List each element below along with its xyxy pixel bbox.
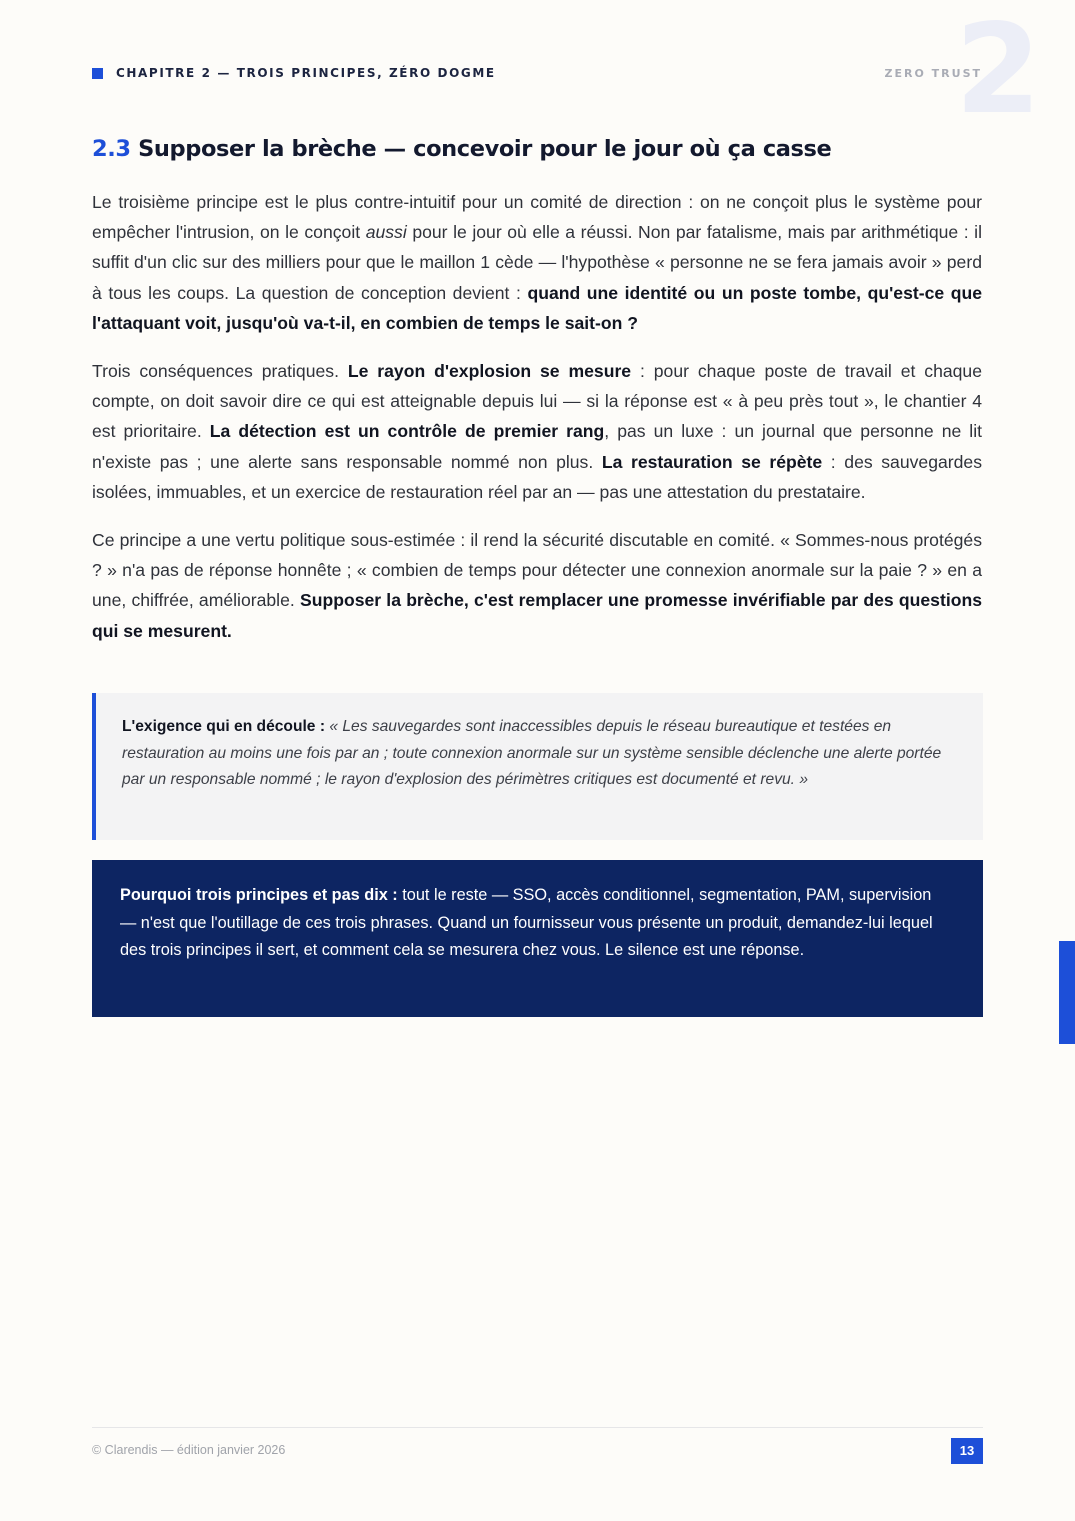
- page-number-badge: 13: [951, 1438, 983, 1464]
- callout-box: [92, 860, 983, 1017]
- footer-divider: [92, 1427, 983, 1428]
- callout-label: Pourquoi trois principes et pas dix :: [120, 886, 398, 904]
- paragraph-text: : des sauvegardes isolées, immuables, et un exercice de restauration réel par an — pas une attestation du prestataire.: [92, 451, 982, 502]
- body-text: [92, 187, 982, 664]
- footer-copyright: © Clarendis — édition janvier 2026: [92, 1443, 286, 1457]
- chapter-number-watermark: 2: [955, 0, 1042, 142]
- quote-text: « Les sauvegardes sont inaccessibles depuis le réseau bureautique et testées en restauration au moins une fois par an ; toute connexion anormale sur un système sensible déclenche une alerte portée par un responsable nommé ; le rayon d'explosion des périmètres critiques est documenté et revu. »: [122, 718, 942, 788]
- running-header-chapter: CHAPITRE 2 — TROIS PRINCIPES, ZÉRO DOGME: [116, 66, 496, 80]
- bold-text: Supposer la brèche, c'est remplacer une promesse invérifiable par des questions qui se mesurent.: [92, 590, 982, 641]
- section-number: 2.3: [92, 136, 131, 162]
- requirement-quote-box: [92, 693, 983, 840]
- section-title-text: Supposer la brèche — concevoir pour le jour où ça casse: [138, 136, 832, 162]
- bold-text: Le rayon d'explosion se mesure: [347, 361, 632, 382]
- bold-text: quand une identité ou un poste tombe, qu'est-ce que l'attaquant voit, jusqu'où va-t-il, en combien de temps le sait-on ?: [92, 282, 983, 333]
- paragraph-text: Trois conséquences pratiques.: [92, 361, 348, 382]
- running-header-brand: ZERO TRUST: [884, 67, 982, 80]
- paragraph-text: Le troisième principe est le plus contre-intuitif pour un comité de direction : on ne conçoit plus le système pour empêcher l'intrusion, on le conçoit: [92, 192, 982, 243]
- paragraph-1: [92, 187, 982, 338]
- bold-text: La restauration se répète: [601, 451, 823, 472]
- chapter-marker-square: [92, 68, 103, 79]
- paragraph-text: Ce principe a une vertu politique sous-estimée : il rend la sécurité discutable en comité. « Sommes-nous protégés ? » n'a pas de réponse honnête ; « combien de temps pour détecter une connexion anormale sur la paie ? » en a une, chiffrée, améliorable.: [92, 530, 982, 611]
- paragraph-2: [92, 356, 982, 507]
- bold-text: La détection est un contrôle de premier rang: [209, 421, 605, 442]
- callout-text: tout le reste — SSO, accès conditionnel, segmentation, PAM, supervision — n'est que l'outillage de ces trois phrases. Quand un fournisseur vous présente un produit, demandez-lui lequel des trois principes il sert, et comment cela se mesurera chez vous. Le silence est une réponse.: [120, 886, 933, 960]
- chapter-side-tab: [1059, 941, 1075, 1044]
- paragraph-3: [92, 525, 982, 646]
- section-title: [92, 136, 992, 162]
- quote-label: L'exigence qui en découle :: [122, 718, 326, 735]
- emphasis-text: aussi: [365, 222, 407, 243]
- paragraph-text: pour le jour où elle a réussi. Non par fatalisme, mais par arithmétique : il suffit d'un clic sur des milliers pour que le maillon 1 cède — l'hypothèse « personne ne se fera jamais avoir » perd à tous les coups. La question de conception devient :: [92, 222, 983, 303]
- paragraph-text: : pour chaque poste de travail et chaque compte, on doit savoir dire ce qui est atteignable depuis lui — si la réponse est « à peu près tout », le chantier 4 est prioritaire.: [92, 361, 982, 442]
- paragraph-text: , pas un luxe : un journal que personne ne lit n'existe pas ; une alerte sans responsable nommé non plus.: [92, 421, 983, 472]
